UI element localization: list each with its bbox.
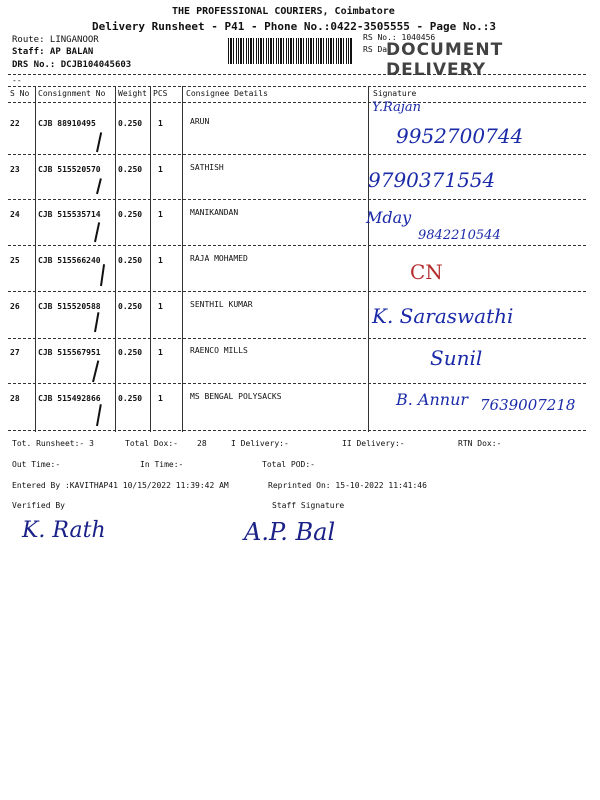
pen-tick-mark	[96, 132, 102, 152]
divider	[8, 102, 586, 103]
verified-by-label: Verified By	[12, 501, 65, 510]
staff-signature: A.P. Bal	[244, 518, 336, 546]
row-pcs: 1	[158, 165, 163, 174]
row-divider	[8, 383, 586, 384]
row-consignee: RAENCO MILLS	[190, 346, 248, 355]
col-header-pcs: PCS	[153, 89, 168, 98]
row-weight: 0.250	[118, 348, 143, 357]
row-divider	[8, 245, 586, 246]
rs-number: RS No.: 1040456	[363, 33, 436, 42]
row-sno: 22	[10, 119, 20, 128]
ii-delivery-label: II Delivery:-	[342, 439, 405, 448]
pen-tick-mark	[96, 178, 102, 194]
row-pcs: 1	[158, 348, 163, 357]
signature-handwriting: CN	[410, 260, 443, 284]
column-line	[368, 86, 369, 432]
col-header-weight: Weight	[118, 89, 147, 98]
pen-tick-mark	[94, 222, 100, 242]
pen-tick-mark	[100, 264, 105, 286]
rtn-dox-label: RTN Dox:-	[458, 439, 502, 448]
pen-tick-mark	[94, 312, 99, 332]
reprinted-on: Reprinted On: 15-10-2022 11:41:46	[268, 481, 427, 490]
row-weight: 0.250	[118, 165, 143, 174]
row-pcs: 1	[158, 256, 163, 265]
row-consignee: SATHISH	[190, 163, 224, 172]
row-divider	[8, 154, 586, 155]
column-line	[115, 86, 116, 432]
row-divider	[8, 430, 586, 431]
signature-handwriting: Mday	[366, 208, 412, 227]
phone-handwriting: 9790371554	[368, 168, 496, 192]
row-weight: 0.250	[118, 302, 143, 311]
staff-signature-label: Staff Signature	[272, 501, 345, 510]
row-sno: 24	[10, 210, 20, 219]
row-weight: 0.250	[118, 210, 143, 219]
col-header-consignee: Consignee Details	[186, 89, 268, 98]
row-pcs: 1	[158, 119, 163, 128]
divider	[8, 74, 586, 75]
row-weight: 0.250	[118, 256, 143, 265]
row-sno: 28	[10, 394, 20, 403]
row-consignment: CJB 515567951	[38, 348, 101, 357]
staff-label: Staff: AP BALAN	[12, 47, 94, 57]
total-dox-label: Total Dox:-	[125, 439, 178, 448]
column-line	[150, 86, 151, 432]
row-pcs: 1	[158, 394, 163, 403]
barcode-image	[228, 38, 352, 64]
company-title: THE PROFESSIONAL COURIERS, Coimbatore	[172, 6, 395, 17]
total-dox-value: 28	[197, 439, 207, 448]
row-consignment: CJB 515520570	[38, 165, 101, 174]
route-label: Route: LINGANOOR	[12, 35, 99, 45]
row-consignment: CJB 515535714	[38, 210, 101, 219]
col-header-signature: Signature	[373, 89, 417, 98]
out-time-label: Out Time:-	[12, 460, 61, 469]
row-consignee: MANIKANDAN	[190, 208, 239, 217]
signature-handwriting: K. Saraswathi	[372, 304, 514, 328]
row-sno: 26	[10, 302, 20, 311]
row-divider	[8, 199, 586, 200]
pen-tick-mark	[92, 360, 99, 382]
row-pcs: 1	[158, 302, 163, 311]
col-header-consignment: Consignment No	[38, 89, 106, 98]
row-consignment: CJB 515520588	[38, 302, 101, 311]
row-consignment: CJB 88910495	[38, 119, 96, 128]
row-sno: 25	[10, 256, 20, 265]
row-consignee: SENTHIL KUMAR	[190, 300, 253, 309]
signature-handwriting: B. Annur	[396, 390, 469, 409]
row-pcs: 1	[158, 210, 163, 219]
row-consignee: MS BENGAL POLYSACKS	[190, 392, 282, 401]
rs-date-label: RS Da	[363, 45, 388, 54]
row-sno: 27	[10, 348, 20, 357]
total-pod-label: Total POD:-	[262, 460, 315, 469]
row-consignment: CJB 515566240	[38, 256, 101, 265]
col-header-sno: S No	[10, 89, 30, 98]
drs-number: DRS No.: DCJB104045603	[12, 60, 132, 70]
column-line	[182, 86, 183, 432]
phone-handwriting: 9842210544	[418, 228, 501, 243]
phone-handwriting: 9952700744	[396, 124, 524, 148]
tot-runsheet: Tot. Runsheet:- 3	[12, 439, 94, 448]
row-divider	[8, 338, 586, 339]
row-divider	[8, 291, 586, 292]
signature-handwriting: Sunil	[430, 346, 483, 370]
column-line	[35, 86, 36, 432]
row-weight: 0.250	[118, 119, 143, 128]
row-sno: 23	[10, 165, 20, 174]
row-consignee: RAJA MOHAMED	[190, 254, 248, 263]
divider	[8, 86, 586, 87]
pen-tick-mark	[96, 404, 102, 426]
row-consignee: ARUN	[190, 117, 210, 126]
row-consignment: CJB 515492866	[38, 394, 101, 403]
dash-mark: --	[12, 76, 22, 85]
runsheet-subtitle: Delivery Runsheet - P41 - Phone No.:0422-3505555 - Page No.:3	[92, 20, 496, 33]
in-time-label: In Time:-	[140, 460, 184, 469]
row-weight: 0.250	[118, 394, 143, 403]
entered-by: Entered By :KAVITHAP41 10/15/2022 11:39:42 AM	[12, 481, 229, 490]
signature-handwriting: Y.Rajan	[372, 100, 422, 115]
i-delivery-label: I Delivery:-	[231, 439, 289, 448]
document-delivery-stamp: DOCUMENT DELIVERY	[386, 40, 504, 80]
verifier-signature: K. Rath	[22, 518, 106, 543]
phone-handwriting: 7639007218	[480, 396, 576, 414]
